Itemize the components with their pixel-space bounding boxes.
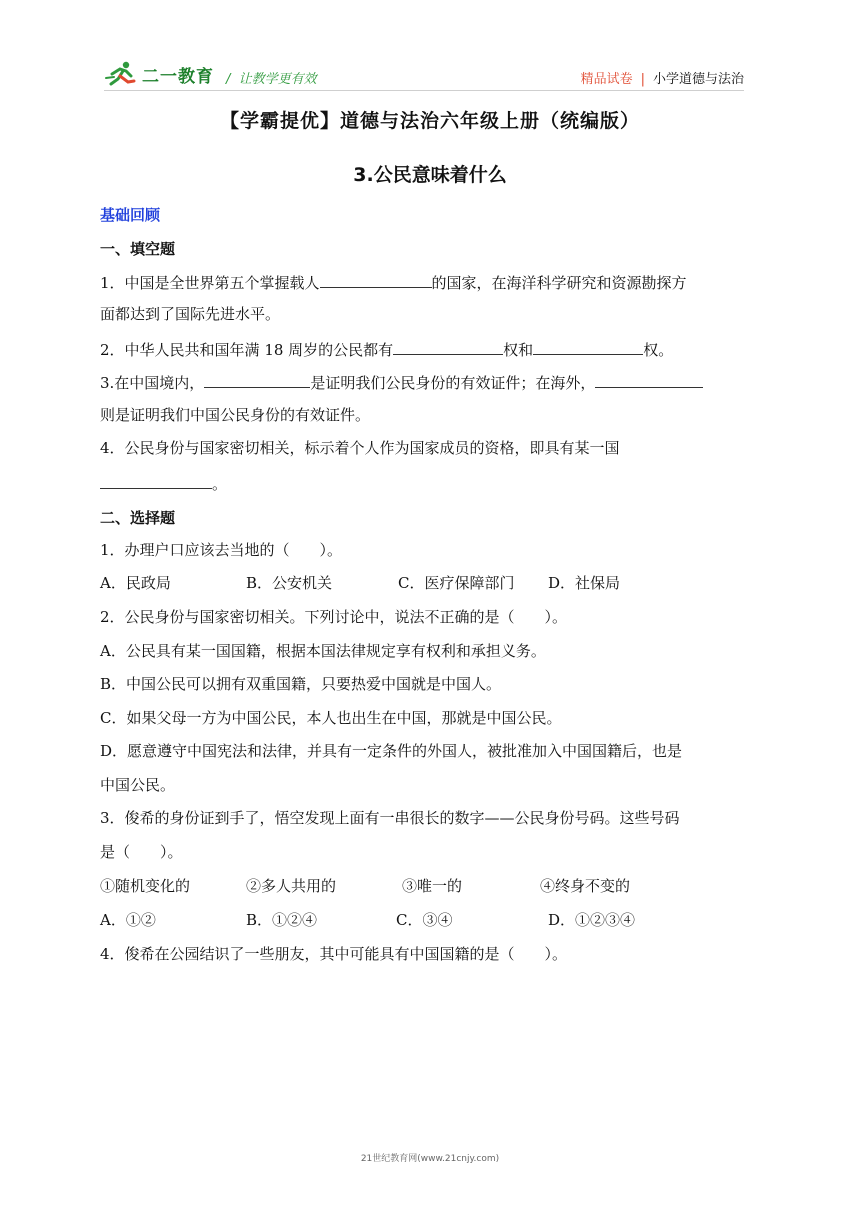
choice-q3-option-d[interactable]: D．①②③④ (548, 911, 636, 929)
choice-q3-option-b[interactable]: B．①②④ (246, 911, 318, 929)
choice-q3-item-4: ④终身不变的 (540, 877, 631, 895)
page-header (104, 58, 744, 90)
choice-q1-option-a[interactable]: A．民政局 (100, 574, 171, 592)
fill-q2-text-c: 权。 (643, 341, 674, 359)
fill-q3-text-b: 是证明我们公民身份的有效证件；在海外， (310, 374, 596, 392)
fill-q4-text-b: 。 (212, 475, 228, 493)
choice-q2-option-d-line1[interactable]: D．愿意遵守中国宪法和法律，并具有一定条件的外国人，被批准加入中国国籍后，也是 (100, 742, 683, 760)
fill-q4-line1: 4．公民身份与国家密切相关，标示着个人作为国家成员的资格，即具有某一国 (100, 439, 620, 457)
fill-q1-text-b: 的国家，在海洋科学研究和资源勘探方 (431, 274, 687, 292)
answer-blank[interactable] (320, 271, 432, 288)
fill-q2-text-b: 权和 (503, 341, 534, 359)
choice-q3-option-a[interactable]: A．①② (100, 911, 156, 929)
fill-blank-heading: 一、填空题 (100, 240, 176, 258)
choice-q2: 2．公民身份与国家密切相关。下列讨论中，说法不正确的是（ ）。 (100, 608, 568, 626)
logo-text: 二一教育 (142, 67, 214, 87)
page-title: 【学霸提优】道德与法治六年级上册（统编版） (219, 110, 640, 132)
answer-blank[interactable] (100, 472, 212, 489)
choice-q4: 4．俊希在公园结识了一些朋友，其中可能具有中国国籍的是（ ）。 (100, 945, 568, 963)
tag-premium: 精品试卷 (580, 72, 633, 87)
fill-q1-line2: 面都达到了国际先进水平。 (100, 305, 281, 323)
choice-q1: 1．办理户口应该去当地的（ ）。 (100, 541, 343, 559)
fill-q3-line2: 则是证明我们中国公民身份的有效证件。 (100, 406, 371, 424)
section-label: 基础回顾 (100, 206, 161, 224)
running-figure-icon (104, 60, 138, 88)
choice-q3-item-1: ①随机变化的 (100, 877, 191, 895)
choice-q3-item-2: ②多人共用的 (246, 877, 337, 895)
choice-q3-line1: 3．俊希的身份证到手了，悟空发现上面有一串很长的数字——公民身份号码。这些号码 (100, 809, 680, 827)
slogan (226, 68, 317, 87)
fill-q2 (100, 338, 673, 360)
answer-blank[interactable] (533, 338, 643, 355)
slogan-separator: / (226, 72, 231, 87)
choice-q1-option-b[interactable]: B．公安机关 (246, 574, 333, 592)
choice-q3-option-c[interactable]: C．③④ (396, 911, 453, 929)
tag-subject: 小学道德与法治 (652, 72, 744, 87)
slogan-text: 让教学更有效 (238, 72, 317, 87)
answer-blank[interactable] (393, 338, 503, 355)
fill-q4-line2 (100, 472, 227, 494)
lesson-title: 3.公民意味着什么 (353, 164, 507, 186)
choice-q2-option-b[interactable]: B．中国公民可以拥有双重国籍，只要热爱中国就是中国人。 (100, 675, 502, 693)
header-tags (581, 68, 744, 87)
choice-q3-item-3: ③唯一的 (402, 877, 463, 895)
answer-blank[interactable] (204, 371, 310, 388)
header-divider (104, 90, 744, 91)
fill-q2-text-a: 2．中华人民共和国年满 18 周岁的公民都有 (100, 341, 394, 359)
choice-q2-option-a[interactable]: A．公民具有某一国国籍，根据本国法律规定享有权利和承担义务。 (100, 642, 546, 660)
choice-heading: 二、选择题 (100, 509, 176, 527)
choice-q2-option-d-line2: 中国公民。 (100, 776, 176, 794)
answer-blank[interactable] (595, 371, 703, 388)
tag-separator: | (640, 72, 645, 87)
fill-q1-text-a: 1．中国是全世界第五个掌握载人 (100, 274, 320, 292)
choice-q2-option-c[interactable]: C．如果父母一方为中国公民，本人也出生在中国，那就是中国公民。 (100, 709, 562, 727)
fill-q1-line1 (100, 271, 687, 293)
choice-q1-option-c[interactable]: C．医疗保障部门 (398, 574, 515, 592)
choice-q3-line2: 是（ ）。 (100, 843, 183, 861)
fill-q3-text-a: 3.在中国境内， (100, 374, 205, 392)
page-footer: 21世纪教育网(www.21cnjy.com) (360, 1154, 500, 1164)
fill-q3-line1 (100, 371, 703, 393)
choice-q1-option-d[interactable]: D．社保局 (548, 574, 621, 592)
